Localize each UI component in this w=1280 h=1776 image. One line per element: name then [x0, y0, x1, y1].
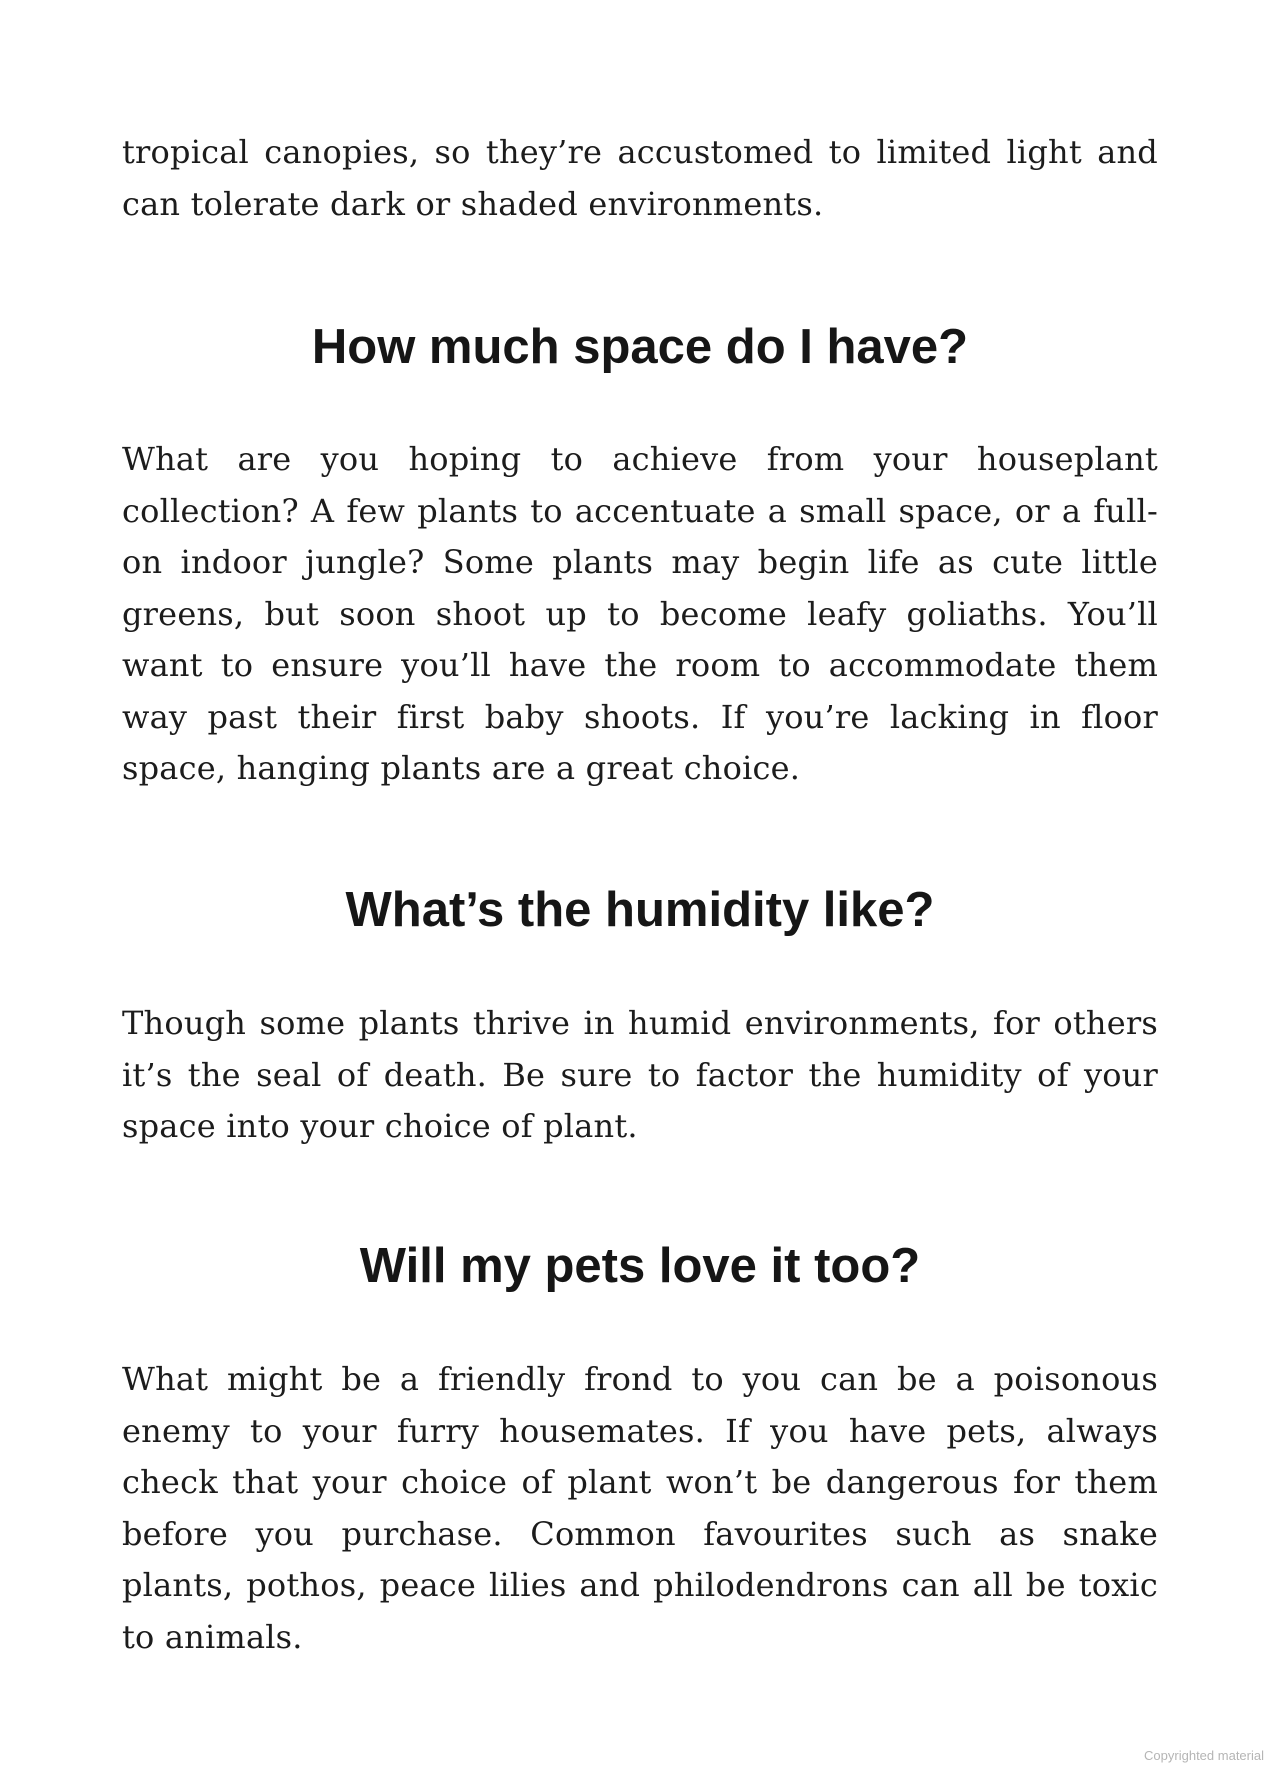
- heading-space: How much space do I have?: [311, 320, 969, 374]
- paragraph-pets: What might be a friendly frond to you can be a poisonous enemy to your furry housemates. If you have pets, always check that your choice of plant won’t be dangerous for them before you purchase. Common favourites such as snake plants, pothos, peace lilies and philodendrons can all be toxic to animals.: [122, 1360, 1158, 1656]
- copyright-notice: Copyrighted material: [1144, 1748, 1264, 1763]
- paragraph-humidity: Though some plants thrive in humid environments, for others it’s the seal of death. Be sure to factor the humidity of your space into your choice of plant.: [122, 1004, 1158, 1145]
- intro-paragraph: tropical canopies, so they’re accustomed to limited light and can tolerate dark or shaded environments.: [122, 133, 1158, 223]
- heading-humidity: What’s the humidity like?: [345, 883, 935, 937]
- paragraph-space: What are you hoping to achieve from your houseplant collection? A few plants to accentuate a small space, or a full-on indoor jungle? Some plants may begin life as cute little greens, but soon shoot up to become leafy goliaths. You’ll want to ensure you’ll have the room to accommodate them way past their first baby shoots. If you’re lacking in floor space, hanging plants are a great choice.: [122, 440, 1158, 787]
- heading-pets: Will my pets love it too?: [359, 1239, 921, 1293]
